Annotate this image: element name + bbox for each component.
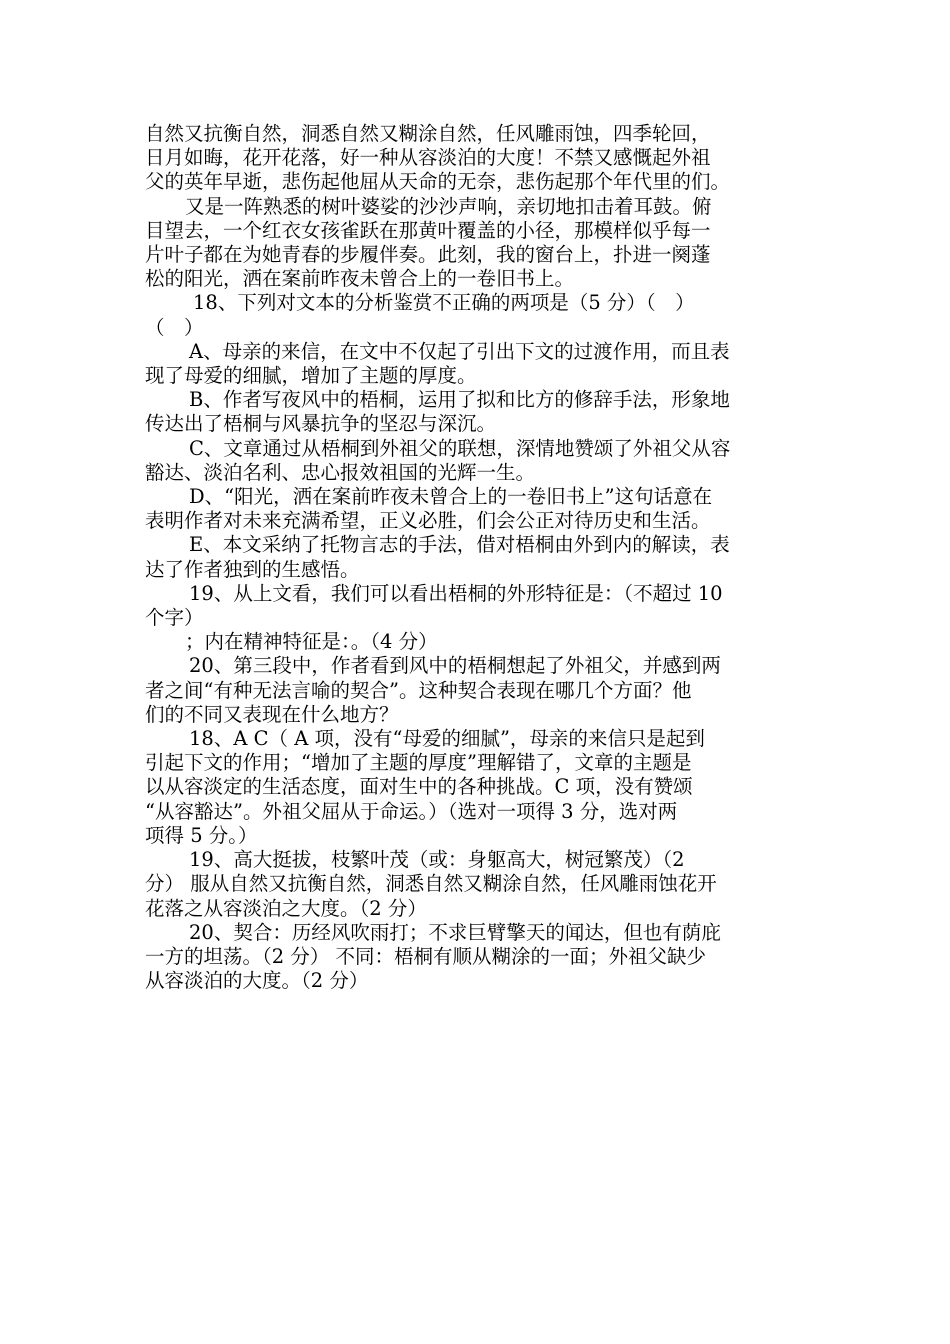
text-line: 豁达、淡泊名利、忠心报效祖国的光辉一生。 bbox=[145, 460, 536, 484]
text-line: 传达出了梧桐与风暴抗争的坚忍与深沉。 bbox=[145, 412, 497, 436]
text-line: 花落之从容淡泊之大度。（2 分） bbox=[145, 896, 427, 920]
text-line: 父的英年早逝，悲伤起他屈从天命的无奈，悲伤起那个年代里的们。 bbox=[145, 170, 731, 194]
text-line: 项得 5 分。） bbox=[145, 823, 258, 847]
text-line: 者之间“有种无法言喻的契合”。这种契合表现在哪几个方面？他 bbox=[145, 678, 692, 702]
answer-19-line: 19、高大挺拔，枝繁叶茂（或：身躯高大，树冠繁茂）（2 bbox=[189, 848, 685, 872]
option-d-line: D、“阳光，洒在案前昨夜未曾合上的一卷旧书上”这句话意在 bbox=[189, 485, 713, 509]
text-line: 达了作者独到的生感悟。 bbox=[145, 557, 360, 581]
option-b-line: B、作者写夜风中的梧桐，运用了拟和比方的修辞手法，形象地 bbox=[189, 388, 730, 412]
question-18-line: 18、下列对文本的分析鉴赏不正确的两项是（5 分）（ ） bbox=[193, 291, 695, 315]
text-line: 目望去，一个红衣女孩雀跃在那黄叶覆盖的小径，那模样似乎每一 bbox=[145, 218, 711, 242]
text-line: 表明作者对未来充满希望，正义必胜，们会公正对待历史和生活。 bbox=[145, 509, 711, 533]
text-line: 以从容淡定的生活态度，面对生中的各种挑战。C 项，没有赞颂 bbox=[145, 775, 693, 799]
text-line: 日月如晦，花开花落，好一种从容淡泊的大度！不禁又感慨起外祖 bbox=[145, 146, 711, 170]
question-19-line: 19、从上文看，我们可以看出梧桐的外形特征是：（不超过 10 bbox=[189, 581, 723, 605]
answer-20-line: 20、契合：历经风吹雨打；不求巨臂擎天的闻达，但也有荫庇 bbox=[189, 920, 721, 944]
option-a-line: A、母亲的来信，在文中不仅起了引出下文的过渡作用，而且表 bbox=[189, 339, 730, 363]
answer-18-line: 18、A C（ A 项，没有“母爱的细腻”，母亲的来信只是起到 bbox=[189, 727, 705, 751]
text-line: 松的阳光，洒在案前昨夜未曾合上的一卷旧书上。 bbox=[145, 267, 575, 291]
text-line: （ ） bbox=[145, 315, 204, 339]
option-c-line: C、文章通过从梧桐到外祖父的联想，深情地赞颂了外祖父从容 bbox=[189, 436, 731, 460]
option-e-line: E、本文采纳了托物言志的手法，借对梧桐由外到内的解读，表 bbox=[189, 533, 730, 557]
text-line: 又是一阵熟悉的树叶婆娑的沙沙声响，亲切地扣击着耳鼓。俯 bbox=[185, 194, 712, 218]
text-line: 个字） bbox=[145, 606, 204, 630]
text-line: 引起下文的作用；“增加了主题的厚度”理解错了，文章的主题是 bbox=[145, 751, 692, 775]
text-line: 从容淡泊的大度。（2 分） bbox=[145, 969, 369, 993]
text-line: ；内在精神特征是：。（4 分） bbox=[185, 630, 438, 654]
question-20-line: 20、第三段中，作者看到风中的梧桐想起了外祖父，并感到两 bbox=[189, 654, 721, 678]
text-line: 分） 服从自然又抗衡自然，洞悉自然又糊涂自然，任风雕雨蚀花开 bbox=[145, 872, 717, 896]
document-body bbox=[145, 122, 809, 993]
text-line: 自然又抗衡自然，洞悉自然又糊涂自然，任风雕雨蚀，四季轮回， bbox=[145, 122, 711, 145]
text-line: 们的不同又表现在什么地方？ bbox=[145, 702, 399, 726]
text-line: 片叶子都在为她青春的步履伴奏。此刻，我的窗台上，扑进一阕蓬 bbox=[145, 243, 711, 267]
text-line: 一方的坦荡。（2 分） 不同：梧桐有顺从糊涂的一面；外祖父缺少 bbox=[145, 944, 707, 968]
text-line: “从容豁达”。外祖父屈从于命运。）（选对一项得 3 分，选对两 bbox=[145, 799, 678, 823]
text-line: 现了母爱的细腻，增加了主题的厚度。 bbox=[145, 364, 477, 388]
